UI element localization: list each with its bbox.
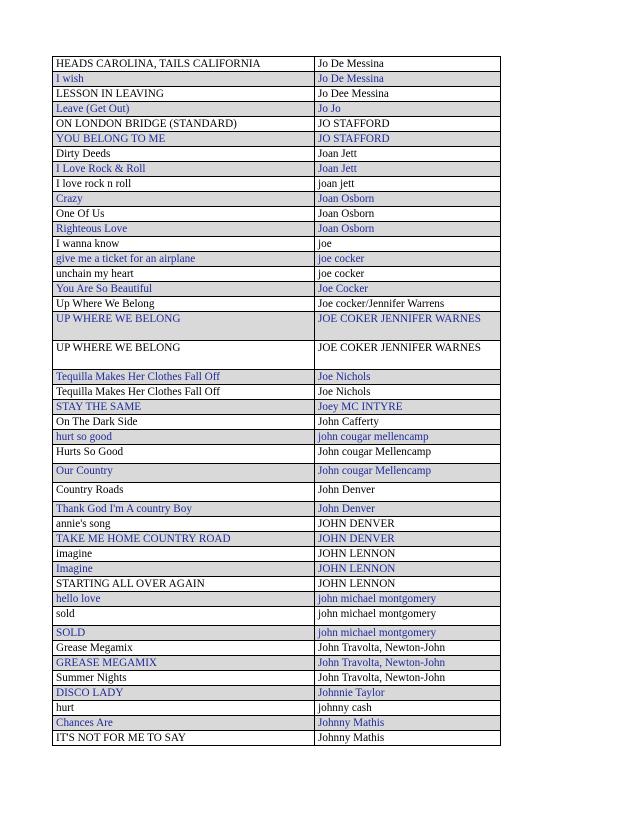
artist-cell: John Travolta, Newton-John [315, 641, 501, 656]
artist-cell: joe cocker [315, 252, 501, 267]
table-row [53, 502, 501, 517]
artist-cell: John Cafferty [315, 415, 501, 430]
table-row [53, 177, 501, 192]
song-title-cell: I love rock n roll [53, 177, 315, 192]
artist-cell: joe [315, 237, 501, 252]
song-title-cell: YOU BELONG TO ME [53, 132, 315, 147]
song-title-cell: Chances Are [53, 716, 315, 731]
artist-cell: john michael montgomery [315, 592, 501, 607]
artist-cell: Johnny Mathis [315, 716, 501, 731]
song-title-cell: Tequilla Makes Her Clothes Fall Off [53, 370, 315, 385]
table-row [53, 117, 501, 132]
table-row [53, 297, 501, 312]
table-row [53, 716, 501, 731]
song-title-cell: ON LONDON BRIDGE (STANDARD) [53, 117, 315, 132]
table-row [53, 162, 501, 177]
table-row [53, 370, 501, 385]
table-row [53, 282, 501, 297]
artist-cell: john michael montgomery [315, 626, 501, 641]
song-title-cell: Tequilla Makes Her Clothes Fall Off [53, 385, 315, 400]
artist-cell: Joan Osborn [315, 192, 501, 207]
song-title-cell: You Are So Beautiful [53, 282, 315, 297]
artist-cell: John Denver [315, 483, 501, 502]
artist-cell: JO STAFFORD [315, 132, 501, 147]
table-row [53, 132, 501, 147]
artist-cell: JOHN LENNON [315, 577, 501, 592]
artist-cell: Jo Jo [315, 102, 501, 117]
table-row [53, 430, 501, 445]
artist-cell: JOE COKER JENNIFER WARNES [315, 312, 501, 341]
table-row [53, 72, 501, 87]
table-row [53, 641, 501, 656]
table-row [53, 656, 501, 671]
artist-cell: Jo De Messina [315, 57, 501, 72]
table-row [53, 267, 501, 282]
table-row [53, 87, 501, 102]
artist-cell: John Travolta, Newton-John [315, 656, 501, 671]
song-title-cell: give me a ticket for an airplane [53, 252, 315, 267]
artist-cell: Joe Nichols [315, 370, 501, 385]
song-title-cell: imagine [53, 547, 315, 562]
table-row [53, 415, 501, 430]
table-row [53, 686, 501, 701]
table-row [53, 252, 501, 267]
artist-cell: Joe cocker/Jennifer Warrens [315, 297, 501, 312]
artist-cell: John cougar Mellencamp [315, 464, 501, 483]
table-row [53, 562, 501, 577]
song-title-cell: I Love Rock & Roll [53, 162, 315, 177]
artist-cell: Jo Dee Messina [315, 87, 501, 102]
song-title-cell: Hurts So Good [53, 445, 315, 464]
table-row [53, 592, 501, 607]
song-title-cell: Leave (Get Out) [53, 102, 315, 117]
table-row [53, 607, 501, 626]
table-row [53, 483, 501, 502]
song-title-cell: sold [53, 607, 315, 626]
song-title-cell: unchain my heart [53, 267, 315, 282]
artist-cell: joe cocker [315, 267, 501, 282]
artist-cell: JOE COKER JENNIFER WARNES [315, 341, 501, 370]
table-row [53, 464, 501, 483]
artist-cell: JOHN DENVER [315, 517, 501, 532]
song-title-cell: hello love [53, 592, 315, 607]
song-title-cell: IT'S NOT FOR ME TO SAY [53, 731, 315, 746]
artist-cell: JOHN LENNON [315, 547, 501, 562]
artist-cell: JOHN DENVER [315, 532, 501, 547]
artist-cell: Joan Jett [315, 162, 501, 177]
song-title-cell: On The Dark Side [53, 415, 315, 430]
artist-cell: john michael montgomery [315, 607, 501, 626]
song-title-cell: hurt so good [53, 430, 315, 445]
song-title-cell: STARTING ALL OVER AGAIN [53, 577, 315, 592]
artist-cell: Joan Osborn [315, 222, 501, 237]
table-row [53, 237, 501, 252]
song-title-cell: STAY THE SAME [53, 400, 315, 415]
table-row [53, 102, 501, 117]
song-title-cell: GREASE MEGAMIX [53, 656, 315, 671]
table-row [53, 671, 501, 686]
song-title-cell: HEADS CAROLINA, TAILS CALIFORNIA [53, 57, 315, 72]
table-row [53, 547, 501, 562]
song-title-cell: annie's song [53, 517, 315, 532]
song-title-cell: DISCO LADY [53, 686, 315, 701]
artist-cell: Joan Osborn [315, 207, 501, 222]
artist-cell: Joey MC INTYRE [315, 400, 501, 415]
artist-cell: John cougar Mellencamp [315, 445, 501, 464]
song-title-cell: Our Country [53, 464, 315, 483]
song-list-body [53, 57, 501, 746]
song-title-cell: LESSON IN LEAVING [53, 87, 315, 102]
artist-cell: john cougar mellencamp [315, 430, 501, 445]
table-row [53, 701, 501, 716]
song-title-cell: Country Roads [53, 483, 315, 502]
table-row [53, 626, 501, 641]
song-title-cell: Thank God I'm A country Boy [53, 502, 315, 517]
artist-cell: JO STAFFORD [315, 117, 501, 132]
song-title-cell: Crazy [53, 192, 315, 207]
song-list-table [52, 56, 501, 746]
artist-cell: joan jett [315, 177, 501, 192]
table-row [53, 517, 501, 532]
artist-cell: Joe Cocker [315, 282, 501, 297]
table-row [53, 57, 501, 72]
song-title-cell: UP WHERE WE BELONG [53, 312, 315, 341]
song-title-cell: UP WHERE WE BELONG [53, 341, 315, 370]
song-title-cell: TAKE ME HOME COUNTRY ROAD [53, 532, 315, 547]
table-row [53, 532, 501, 547]
song-title-cell: Up Where We Belong [53, 297, 315, 312]
table-row [53, 577, 501, 592]
song-title-cell: I wanna know [53, 237, 315, 252]
artist-cell: John Travolta, Newton-John [315, 671, 501, 686]
song-title-cell: Imagine [53, 562, 315, 577]
song-title-cell: Righteous Love [53, 222, 315, 237]
song-title-cell: One Of Us [53, 207, 315, 222]
artist-cell: johnny cash [315, 701, 501, 716]
artist-cell: Johnny Mathis [315, 731, 501, 746]
table-row [53, 400, 501, 415]
table-row [53, 341, 501, 370]
table-row [53, 192, 501, 207]
table-row [53, 147, 501, 162]
table-row [53, 731, 501, 746]
table-row [53, 385, 501, 400]
song-title-cell: Dirty Deeds [53, 147, 315, 162]
song-title-cell: I wish [53, 72, 315, 87]
table-row [53, 312, 501, 341]
artist-cell: Joe Nichols [315, 385, 501, 400]
song-title-cell: hurt [53, 701, 315, 716]
song-title-cell: SOLD [53, 626, 315, 641]
table-row [53, 222, 501, 237]
table-row [53, 445, 501, 464]
artist-cell: Johnnie Taylor [315, 686, 501, 701]
artist-cell: Jo De Messina [315, 72, 501, 87]
song-title-cell: Summer Nights [53, 671, 315, 686]
song-title-cell: Grease Megamix [53, 641, 315, 656]
artist-cell: Joan Jett [315, 147, 501, 162]
artist-cell: John Denver [315, 502, 501, 517]
artist-cell: JOHN LENNON [315, 562, 501, 577]
table-row [53, 207, 501, 222]
